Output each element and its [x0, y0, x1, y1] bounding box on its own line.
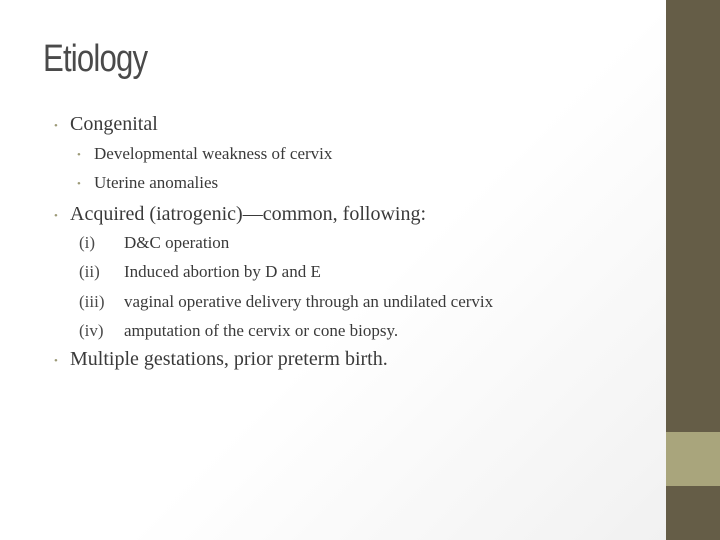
roman-numeral: (ii): [79, 262, 100, 281]
numbered-item-amputation: amputation of the cervix or cone biopsy.: [124, 321, 399, 340]
side-accent-block: [666, 432, 720, 486]
bullet-icon: •: [54, 210, 58, 222]
sub-bullet-uterine: Uterine anomalies: [94, 173, 219, 192]
bullet-multiple: Multiple gestations, prior preterm birth.: [70, 348, 388, 370]
bullet-icon: •: [54, 120, 58, 132]
numbered-item-vaginal: vaginal operative delivery through an undilated cervix: [124, 292, 494, 311]
sub-bullet-icon: •: [77, 178, 81, 190]
roman-numeral: (i): [79, 233, 96, 252]
numbered-item-dc: D&C operation: [124, 233, 230, 252]
slide-title: Etiology: [43, 38, 148, 80]
bullet-icon: •: [54, 355, 58, 367]
sub-bullet-icon: •: [77, 149, 81, 161]
sub-bullet-developmental: Developmental weakness of cervix: [94, 144, 333, 163]
roman-numeral: (iv): [79, 321, 104, 340]
numbered-item-induced: Induced abortion by D and E: [124, 262, 321, 281]
bullet-acquired: Acquired (iatrogenic)—common, following:: [70, 203, 427, 225]
roman-numeral: (iii): [79, 292, 105, 311]
bullet-congenital: Congenital: [70, 113, 158, 135]
